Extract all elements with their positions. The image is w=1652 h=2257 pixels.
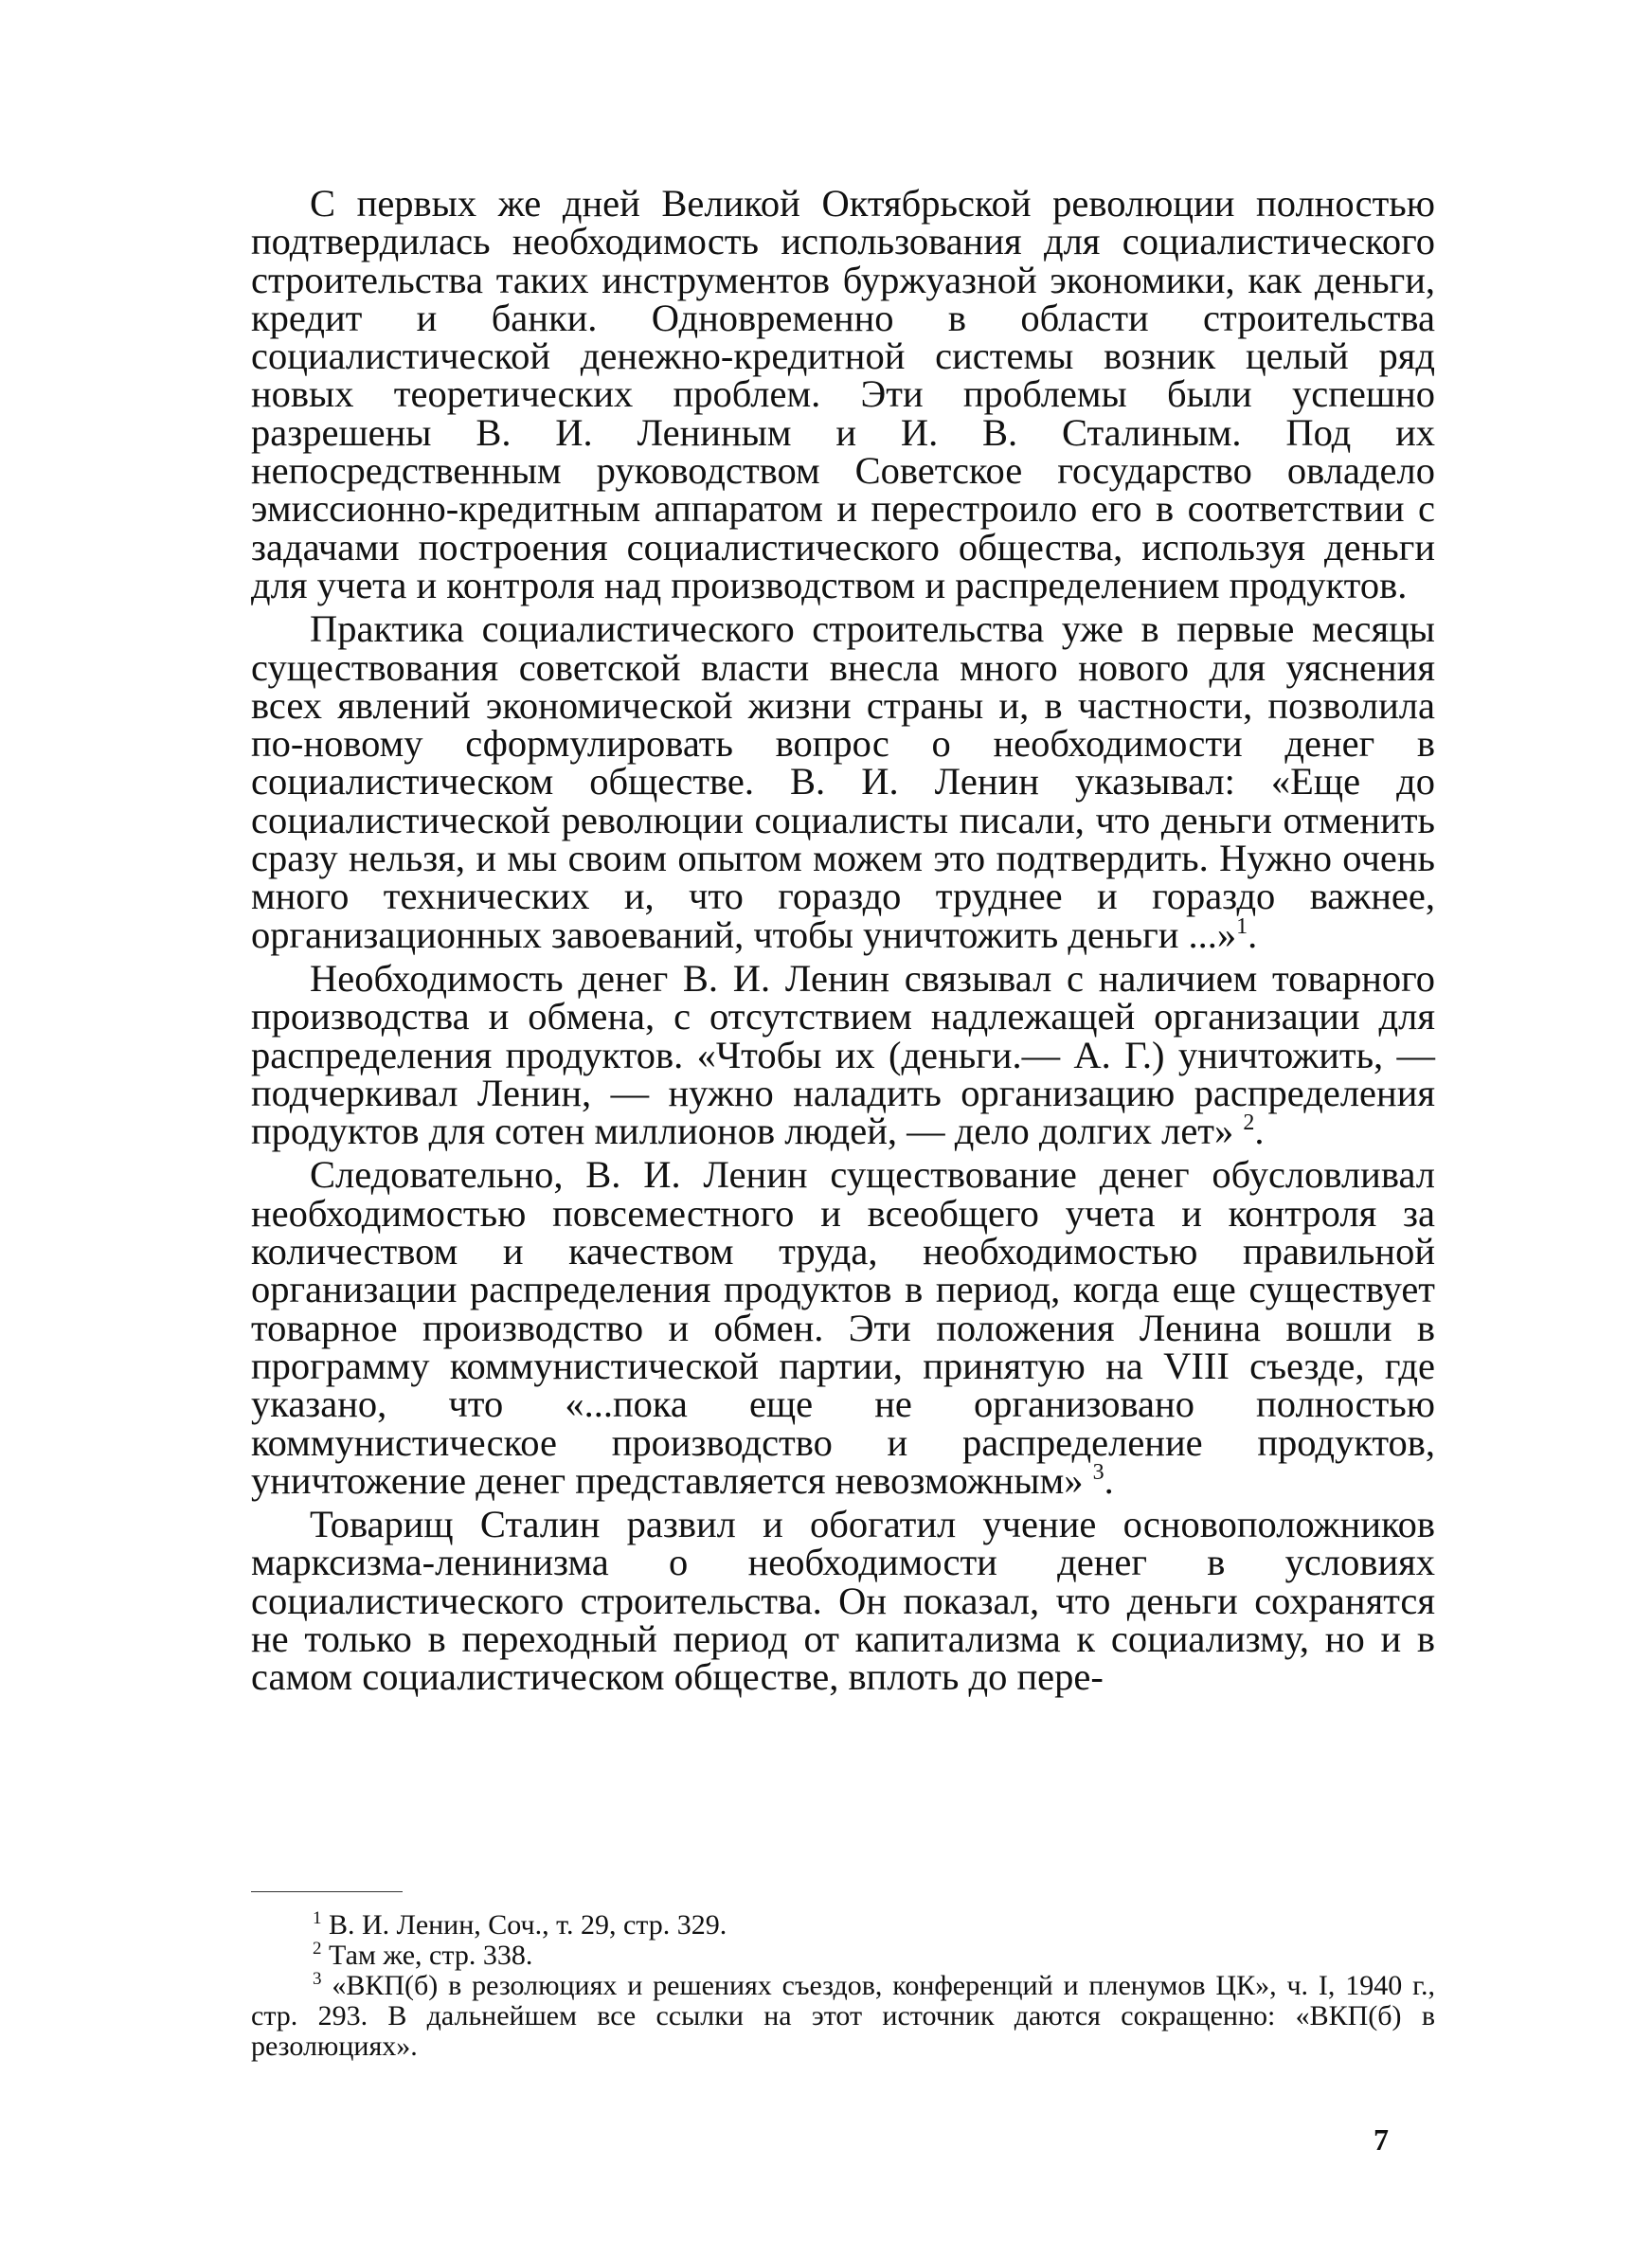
footnote-1-mark: 1 — [313, 1908, 322, 1928]
footnote-2 — [251, 1941, 1435, 1971]
main-text — [251, 182, 1435, 1699]
footnote-ref-1[interactable]: 1 — [1236, 913, 1248, 939]
footnote-2-mark: 2 — [313, 1939, 322, 1959]
paragraph-2: Практика социалистического строительства уже в первые месяцы существования советской власти внесла много нового для уяснения всех явлений экономической жизни страны и, в частности, позволила по-новому сформулировать вопрос о необходимости денег в социалистическом обществе. В. И. Ленин указывал: «Еще до социалистической революции социалисты писали, что деньги отменить сразу нельзя, и мы своим опытом можем это подтвердить. Нужно очень много технических и, что гораздо труднее и гораздо важнее, организационных завоеваний, чтобы уничтожить деньги ...»$^1$. — [251, 607, 1435, 956]
paragraph-1-text: С первых же дней Великой Октябрьской революции полностью подтвердилась необходимость использования для социалистического строительства таких инструментов буржуазной экономики, как деньги, кредит и банки. Одновременно в области строительства социалистической денежно-кредитной системы возник целый ряд новых теоретических проблем. Эти проблемы были успешно разрешены В. И. Лениным и И. В. Сталиным. Под их непосредственным руководством Советское государство овладело эмиссионно-кредитным аппаратом и перестроило его в соответствии с задачами построения социалистического общества, используя деньги для учета и контроля над производством и распределением продуктов. — [251, 182, 1435, 606]
paragraph-4-text: Следовательно, В. И. Ленин существование денег обусловливал необходимостью повсеместного и всеобщего учета и контроля за количеством и качеством труда, необходимостью правильной организации распределения продуктов в период, когда еще существует товарное производство и обмен. Эти положения Ленина вошли в программу коммунистической партии, принятую на VIII съезде, где указано, что «...пока еще не организовано полностью коммунистическое производство и распределение продуктов, уничтожение денег представляется невозможным» — [251, 1153, 1435, 1502]
footnote-1 — [251, 1910, 1435, 1941]
footnote-ref-2[interactable]: 2 — [1243, 1110, 1255, 1136]
page-number: 7 — [1374, 2122, 1389, 2157]
footnotes — [251, 1910, 1435, 2062]
footnote-3 — [251, 1971, 1435, 2062]
footnote-3-text: «ВКП(б) в резолюциях и решениях съездов, конференций и пленумов ЦК», ч. I, 1940 г., стр. 293. В дальнейшем все ссылки на этот источник даются сокращенно: «ВКП(б) в резолюциях». — [251, 1970, 1436, 2062]
paragraph-1 — [251, 182, 1435, 606]
paragraph-5-text: Товарищ Сталин развил и обогатил учение основоположников марксизма-ленинизма о необходимости денег в условиях социалистического строительства. Он показал, что деньги сохранятся не только в переходный период от капитализма к социализму, но и в самом социалистическом обществе, вплоть до пере- — [251, 1503, 1435, 1699]
footnote-ref-3[interactable]: 3 — [1092, 1459, 1104, 1485]
paragraph-5 — [251, 1503, 1435, 1699]
footnote-3-mark: 3 — [313, 1969, 322, 1989]
footnote-divider — [251, 1891, 403, 1892]
footnote-1-text: В. И. Ленин, Соч., т. 29, стр. 329. — [329, 1909, 727, 1941]
footnote-2-text: Там же, стр. 338. — [329, 1940, 533, 1971]
paragraph-2-text: Практика социалистического строительства уже в первые месяцы существования советской власти внесла много нового для уяснения всех явлений экономической жизни страны и, в частности, позволила по-новому сформулировать вопрос о необходимости денег в социалистическом обществе. В. И. Ленин указывал: «Еще до социалистической революции социалисты писали, что деньги отменить сразу нельзя, и мы своим опытом можем это подтвердить. Нужно очень много технических и, что гораздо труднее и гораздо важнее, организационных завоеваний, чтобы уничтожить деньги ...» — [251, 607, 1435, 956]
paragraph-3: Необходимость денег В. И. Ленин связывал с наличием товарного производства и обмена, с отсутствием надлежащей организации для распределения продуктов. «Чтобы их (деньги.— А. Г.) уничтожить, — подчеркивал Ленин, — нужно наладить организацию распределения продуктов для сотен миллионов людей, — дело долгих лет» $^2$. — [251, 956, 1435, 1153]
paragraph-4: Следовательно, В. И. Ленин существование денег обусловливал необходимостью повсеместного и всеобщего учета и контроля за количеством и качеством труда, необходимостью правильной организации распределения продуктов в период, когда еще существует товарное производство и обмен. Эти положения Ленина вошли в программу коммунистической партии, принятую на VIII съезде, где указано, что «...пока еще не организовано полностью коммунистическое производство и распределение продуктов, уничтожение денег представляется невозможным» $^3$. — [251, 1153, 1435, 1502]
paragraph-3-text: Необходимость денег В. И. Ленин связывал с наличием товарного производства и обмена, с отсутствием надлежащей организации для распределения продуктов. «Чтобы их (деньги.— А. Г.) уничтожить, — подчеркивал Ленин, — нужно наладить организацию распределения продуктов для сотен миллионов людей, — дело долгих лет» — [251, 956, 1435, 1153]
